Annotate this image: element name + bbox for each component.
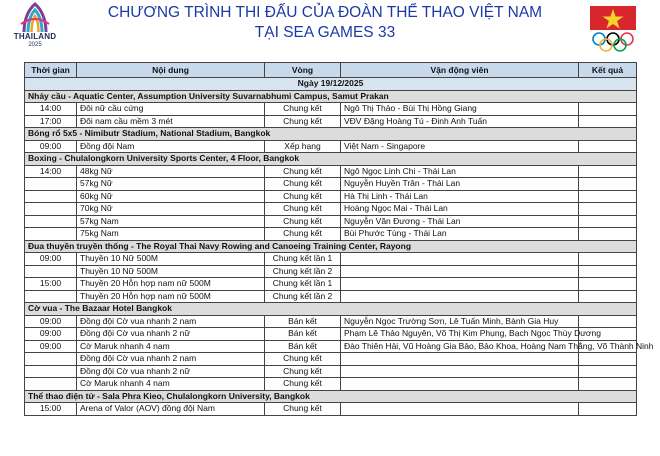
page-title: CHƯƠNG TRÌNH THI ĐẤU CỦA ĐOÀN THỂ THAO VIỆT NAM <box>107 4 543 21</box>
time-cell <box>25 365 77 378</box>
event-cell: 48kg Nữ <box>77 165 265 178</box>
time-cell <box>25 178 77 191</box>
athletes-cell: Việt Nam - Singapore <box>341 140 579 153</box>
event-cell: Đồng đội Cờ vua nhanh 2 nữ <box>77 365 265 378</box>
table-row <box>25 353 637 366</box>
table-row <box>25 365 637 378</box>
round-cell: Chung kết <box>265 190 341 203</box>
venue-label: Boxing - Chulalongkorn University Sports Center, 4 Floor, Bangkok <box>25 153 637 166</box>
event-cell: Cờ Maruk nhanh 4 nam <box>77 378 265 391</box>
athletes-cell <box>341 253 579 266</box>
result-cell <box>579 178 637 191</box>
round-cell: Chung kết <box>265 165 341 178</box>
event-cell: Đồng đội Nam <box>77 140 265 153</box>
athletes-cell: Hoàng Ngọc Mai - Thái Lan <box>341 203 579 216</box>
athletes-cell: Ngô Ngọc Linh Chi - Thái Lan <box>341 165 579 178</box>
round-cell: Chung kết <box>265 115 341 128</box>
sea-games-logo <box>6 2 62 56</box>
athletes-cell: Đào Thiên Hải, Vũ Hoàng Gia Bảo, Bảo Khoa, Hoàng Nam Thắng, Võ Thành Ninh <box>341 340 579 353</box>
round-cell: Chung kết <box>265 378 341 391</box>
venue-row <box>25 128 637 141</box>
venue-label: Thể thao điện tử - Sala Phra Kieo, Chulalongkorn University, Bangkok <box>25 390 637 403</box>
table-row <box>25 115 637 128</box>
page-subtitle: TẠI SEA GAMES 33 <box>254 24 396 41</box>
round-cell: Xếp hạng <box>265 140 341 153</box>
result-cell <box>579 365 637 378</box>
time-cell <box>25 378 77 391</box>
event-cell: Thuyền 10 Nữ 500M <box>77 253 265 266</box>
venue-row <box>25 90 637 103</box>
athletes-cell: Hà Thị Linh - Thái Lan <box>341 190 579 203</box>
event-cell: Đôi nam cầu mềm 3 mét <box>77 115 265 128</box>
athletes-cell: Ngô Thị Thảo - Bùi Thị Hồng Giang <box>341 103 579 116</box>
schedule-body <box>25 78 654 416</box>
event-cell: Arena of Valor (AOV) đồng đội Nam <box>77 403 265 416</box>
time-cell <box>25 290 77 303</box>
athletes-cell <box>341 353 579 366</box>
column-header-athletes: Vận động viên <box>341 63 579 78</box>
result-cell <box>579 290 637 303</box>
athletes-cell <box>341 365 579 378</box>
result-cell <box>579 103 637 116</box>
table-row <box>25 140 637 153</box>
event-cell: 75kg Nam <box>77 228 265 241</box>
round-cell: Bán kết <box>265 315 341 328</box>
event-cell: Thuyền 20 Hỗn hợp nam nữ 500M <box>77 278 265 291</box>
event-cell: Thuyền 20 Hỗn hợp nam nữ 500M <box>77 290 265 303</box>
venue-row <box>25 153 637 166</box>
result-cell <box>579 203 637 216</box>
page-header <box>0 0 660 60</box>
table-row <box>25 265 637 278</box>
result-cell <box>579 228 637 241</box>
result-cell <box>579 403 637 416</box>
round-cell: Chung kết lần 2 <box>265 290 341 303</box>
olympic-rings-icon <box>593 33 633 51</box>
round-cell: Bán kết <box>265 328 341 341</box>
time-cell <box>25 228 77 241</box>
column-header-round: Vòng <box>265 63 341 78</box>
table-row <box>25 328 637 341</box>
venue-label: Cờ vua - The Bazaar Hotel Bangkok <box>25 303 637 316</box>
venue-label: Nhảy cầu - Aquatic Center, Assumption University Suvarnabhumi Campus, Samut Prakan <box>25 90 637 103</box>
athletes-cell <box>341 290 579 303</box>
table-row <box>25 103 637 116</box>
result-cell <box>579 165 637 178</box>
result-cell <box>579 353 637 366</box>
time-cell: 15:00 <box>25 278 77 291</box>
venue-row <box>25 240 637 253</box>
table-row <box>25 403 637 416</box>
venue-label: Bóng rổ 5x5 - Nimibutr Stadium, National Stadium, Bangkok <box>25 128 637 141</box>
round-cell: Chung kết lần 1 <box>265 278 341 291</box>
time-cell <box>25 353 77 366</box>
table-row <box>25 190 637 203</box>
table-row <box>25 278 637 291</box>
table-header-row <box>25 63 637 78</box>
round-cell: Chung kết lần 2 <box>265 265 341 278</box>
time-cell: 09:00 <box>25 140 77 153</box>
day-label: Ngày 19/12/2025 <box>25 78 637 91</box>
round-cell: Bán kết <box>265 340 341 353</box>
event-cell: 57kg Nữ <box>77 178 265 191</box>
logo-text: THAILAND <box>13 32 57 41</box>
round-cell: Chung kết <box>265 228 341 241</box>
schedule-table <box>24 62 654 416</box>
athletes-cell: Bùi Phước Tùng - Thái Lan <box>341 228 579 241</box>
time-cell: 09:00 <box>25 328 77 341</box>
table-row <box>25 178 637 191</box>
column-header-result: Kết quả <box>579 63 637 78</box>
vietnam-olympic-logo <box>588 6 638 54</box>
result-cell <box>579 315 637 328</box>
event-cell: Thuyền 10 Nữ 500M <box>77 265 265 278</box>
time-cell: 17:00 <box>25 115 77 128</box>
athletes-cell: Nguyễn Huyền Trân - Thái Lan <box>341 178 579 191</box>
time-cell: 14:00 <box>25 103 77 116</box>
table-row <box>25 215 637 228</box>
table-row <box>25 290 637 303</box>
event-cell: 57kg Nam <box>77 215 265 228</box>
venue-row <box>25 303 637 316</box>
round-cell: Chung kết <box>265 178 341 191</box>
round-cell: Chung kết <box>265 215 341 228</box>
round-cell: Chung kết <box>265 203 341 216</box>
sea-games-emblem-icon <box>18 2 52 34</box>
column-header-event: Nội dung <box>77 63 265 78</box>
athletes-cell <box>341 378 579 391</box>
athletes-cell: VĐV Đặng Hoàng Tú - Đinh Anh Tuấn <box>341 115 579 128</box>
time-cell: 09:00 <box>25 253 77 266</box>
event-cell: 70kg Nữ <box>77 203 265 216</box>
logo-year: 2025 <box>28 42 42 48</box>
athletes-cell: Nguyễn Văn Đương - Thái Lan <box>341 215 579 228</box>
time-cell: 14:00 <box>25 165 77 178</box>
time-cell <box>25 203 77 216</box>
table-row <box>25 315 637 328</box>
table-row <box>25 228 637 241</box>
event-cell: 60kg Nữ <box>77 190 265 203</box>
result-cell <box>579 378 637 391</box>
athletes-cell: Phạm Lê Thảo Nguyên, Võ Thị Kim Phụng, Bạch Ngọc Thùy Dương <box>341 328 579 341</box>
round-cell: Chung kết <box>265 403 341 416</box>
result-cell <box>579 278 637 291</box>
athletes-cell <box>341 278 579 291</box>
event-cell: Đôi nữ cầu cứng <box>77 103 265 116</box>
table-row <box>25 378 637 391</box>
round-cell: Chung kết lần 1 <box>265 253 341 266</box>
venue-row <box>25 390 637 403</box>
event-cell: Đồng đội Cờ vua nhanh 2 nam <box>77 315 265 328</box>
time-cell: 15:00 <box>25 403 77 416</box>
time-cell <box>25 215 77 228</box>
time-cell: 09:00 <box>25 340 77 353</box>
result-cell <box>579 190 637 203</box>
athletes-cell: Nguyễn Ngọc Trường Sơn, Lê Tuấn Minh, Bành Gia Huy <box>341 315 579 328</box>
result-cell <box>579 140 637 153</box>
column-header-time: Thời gian <box>25 63 77 78</box>
result-cell <box>579 265 637 278</box>
round-cell: Chung kết <box>265 103 341 116</box>
event-cell: Cờ Maruk nhanh 4 nam <box>77 340 265 353</box>
table-row <box>25 165 637 178</box>
table-row <box>25 340 637 353</box>
round-cell: Chung kết <box>265 365 341 378</box>
event-cell: Đồng đội Cờ vua nhanh 2 nữ <box>77 328 265 341</box>
venue-label: Đua thuyền truyền thống - The Royal Thai Navy Rowing and Canoeing Training Center, Rayong <box>25 240 637 253</box>
result-cell <box>579 253 637 266</box>
athletes-cell <box>341 265 579 278</box>
time-cell <box>25 190 77 203</box>
time-cell <box>25 265 77 278</box>
athletes-cell <box>341 403 579 416</box>
table-row <box>25 253 637 266</box>
round-cell: Chung kết <box>265 353 341 366</box>
day-row <box>25 78 637 91</box>
event-cell: Đồng đội Cờ vua nhanh 2 nam <box>77 353 265 366</box>
time-cell: 09:00 <box>25 315 77 328</box>
result-cell <box>579 215 637 228</box>
table-row <box>25 203 637 216</box>
result-cell <box>579 115 637 128</box>
